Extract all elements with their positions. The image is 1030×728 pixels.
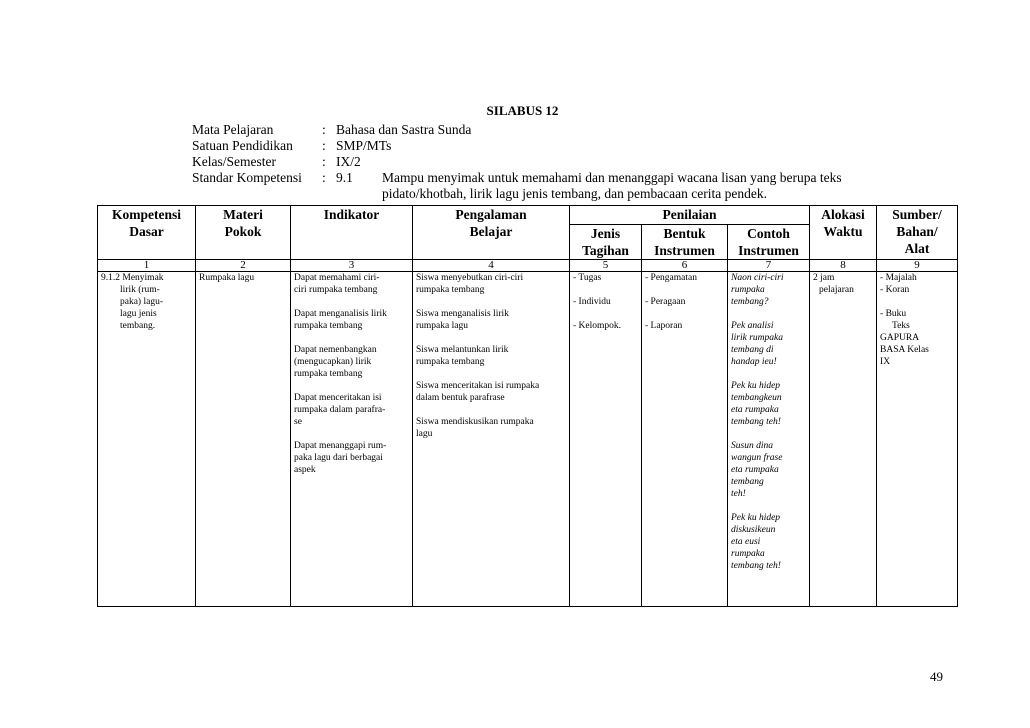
page-number: 49: [930, 669, 943, 684]
column-number: 1: [98, 260, 196, 272]
header-penilaian: Penilaian: [570, 206, 810, 225]
cell-jenis-tagihan: - Tugas - Individu - Kelompok.: [570, 272, 642, 607]
meta-colon: :: [322, 138, 326, 153]
column-number: 4: [413, 260, 570, 272]
meta-value: Mampu menyimak untuk memahami dan menanggapi wacana lisan yang berupa teks: [382, 170, 842, 185]
column-number: 2: [196, 260, 291, 272]
header-kompetensi-dasar: Kompetensi Dasar: [98, 206, 196, 260]
column-number: 9: [877, 260, 958, 272]
document-title: SILABUS 12: [486, 103, 559, 118]
meta-label: Standar Kompetensi: [192, 170, 302, 185]
table-row: [98, 272, 958, 607]
cell-pengalaman-belajar: Siswa menyebutkan ciri-ciri rumpaka tembang Siswa menganalisis lirik rumpaka lagu Siswa melantunkan lirik rumpaka tembang Siswa menceritakan isi rumpaka dalam bentuk parafrase Siswa mendiskusikan rumpaka lagu: [413, 272, 570, 607]
column-number: 8: [810, 260, 877, 272]
column-number: 6: [642, 260, 728, 272]
meta-mapel: [192, 122, 842, 138]
syllabus-meta: [192, 122, 842, 202]
meta-value: Bahasa dan Sastra Sunda: [336, 122, 472, 137]
meta-kelas: [192, 154, 842, 170]
meta-colon: :: [322, 154, 326, 169]
cell-alokasi-waktu: 2 jam pelajaran: [810, 272, 877, 607]
header-indikator: Indikator: [291, 206, 413, 260]
header-pengalaman-belajar: Pengalaman Belajar: [413, 206, 570, 260]
header-sumber-bahan-alat: Sumber/ Bahan/ Alat: [877, 206, 958, 260]
meta-label: Mata Pelajaran: [192, 122, 274, 137]
meta-value: pidato/khotbah, lirik lagu jenis tembang, dan pembacaan cerita pendek.: [382, 186, 767, 201]
meta-colon: :: [322, 170, 326, 185]
meta-sk-code: 9.1: [336, 170, 353, 185]
cell-sumber: - Majalah - Koran - Buku Teks GAPURA BASA Kelas IX: [877, 272, 958, 607]
meta-label: Satuan Pendidikan: [192, 138, 293, 153]
cell-contoh-instrumen: Naon ciri-ciri rumpaka tembang? Pek analisi lirik rumpaka tembang di handap ieu! Pek ku hidep tembangkeun eta rumpaka tembang teh! Susun dina wangun frase eta rumpaka tembang teh! Pek ku hidep diskusikeun eta eusi rumpaka tembang teh!: [728, 272, 810, 607]
meta-label: Kelas/Semester: [192, 154, 276, 169]
header-jenis-tagihan: Jenis Tagihan: [570, 225, 642, 260]
header-bentuk-instrumen: Bentuk Instrumen: [642, 225, 728, 260]
header-materi-pokok: Materi Pokok: [196, 206, 291, 260]
column-number-row: [98, 260, 958, 272]
meta-standar-kompetensi: [192, 170, 842, 186]
column-number: 3: [291, 260, 413, 272]
header-contoh-instrumen: Contoh Instrumen: [728, 225, 810, 260]
cell-kompetensi-dasar: 9.1.2 Menyimak lirik (rum- paka) lagu- lagu jenis tembang.: [98, 272, 196, 607]
meta-value: IX/2: [336, 154, 361, 169]
meta-sk-continuation: [192, 186, 842, 202]
cell-indikator: Dapat memahami ciri- ciri rumpaka tembang Dapat menganalisis lirik rumpaka tembang Dapat nemenbangkan (mengucapkan) lirik rumpaka tembang Dapat menceritakan isi rumpaka dalam parafra- se Dapat menanggapi rum- paka lagu dari berbagai aspek: [291, 272, 413, 607]
syllabus-table: [97, 205, 958, 607]
meta-satuan: [192, 138, 842, 154]
header-alokasi-waktu: Alokasi Waktu: [810, 206, 877, 260]
column-number: 5: [570, 260, 642, 272]
meta-value: SMP/MTs: [336, 138, 392, 153]
meta-colon: :: [322, 122, 326, 137]
cell-materi-pokok: Rumpaka lagu: [196, 272, 291, 607]
cell-bentuk-instrumen: - Pengamatan - Peragaan - Laporan: [642, 272, 728, 607]
column-number: 7: [728, 260, 810, 272]
